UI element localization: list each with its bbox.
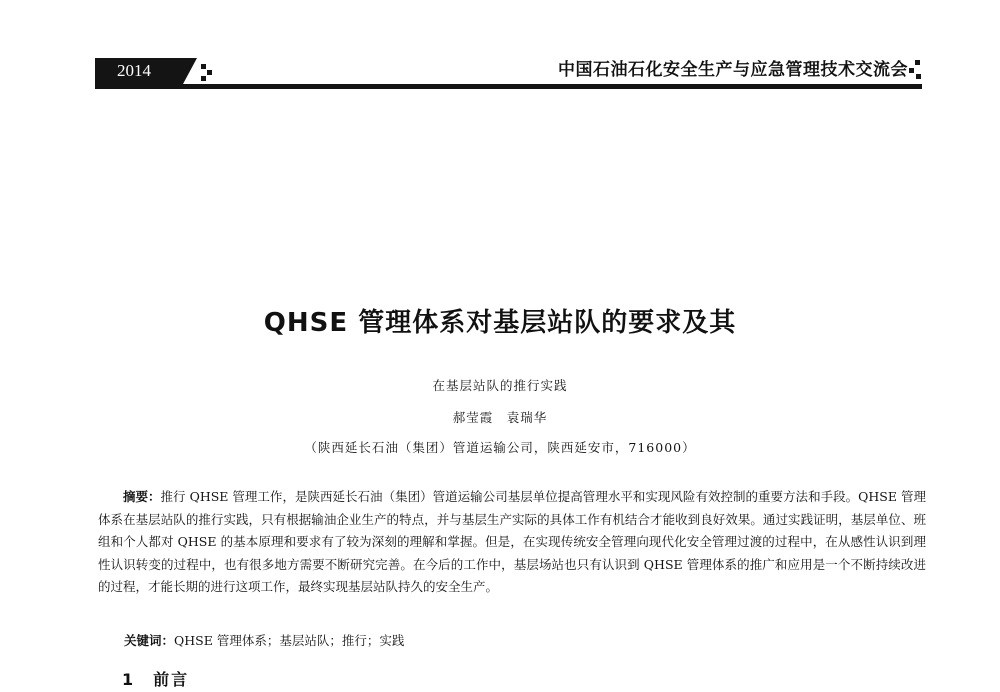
keywords-text: QHSE 管理体系；基层站队；推行；实践 [174, 633, 405, 648]
header-decoration-icon [207, 70, 212, 75]
header-decoration-icon [909, 68, 914, 73]
header-year: 2014 [95, 58, 183, 84]
header-decoration-icon [915, 60, 920, 65]
header-decoration-icon [201, 76, 206, 81]
keywords-label: 关键词： [124, 633, 175, 648]
paper-affiliation: （陕西延长石油（集团）管道运输公司，陕西延安市，716000） [304, 440, 696, 455]
header-decoration-icon [201, 64, 206, 69]
abstract-label: 摘要： [123, 489, 161, 504]
abstract-text: 推行 QHSE 管理工作，是陕西延长石油（集团）管道运输公司基层单位提高管理水平和实现风险有效控制的重要方法和手段。QHSE 管理体系在基层站队的推行实践，只有根据输油企业生产的特点，并与基层生产实际的具体工作有机结合才能收到良好效果。通过实践证明，基层单位、班组和个人都对 QHSE 的基本原理和要求有了较为深刻的理解和掌握。但是，在实现传统安全管理向现代化安全管理过渡的过程中，在从感性认识到理性认识转变的过程中，也有很多地方需要不断研究完善。在今后的工作中，基层场站也只有认识到 QHSE 管理体系的推广和应用是一个不断持续改进的过程，才能长期的进行这项工作，最终实现基层站队持久的安全生产。 [98, 489, 926, 594]
paper-subtitle: 在基层站队的推行实践 [432, 378, 568, 393]
paper-title: QHSE 管理体系对基层站队的要求及其 [263, 308, 737, 338]
abstract [98, 486, 926, 599]
header-year-tab [183, 58, 197, 84]
keywords [124, 630, 404, 652]
paper-authors: 郝莹霞 袁瑞华 [452, 410, 548, 425]
running-header [95, 58, 922, 89]
header-conference-title: 中国石油石化安全生产与应急管理技术交流会 [558, 60, 908, 80]
header-decoration-icon [916, 74, 921, 79]
section-heading: 1 前言 [122, 670, 190, 689]
